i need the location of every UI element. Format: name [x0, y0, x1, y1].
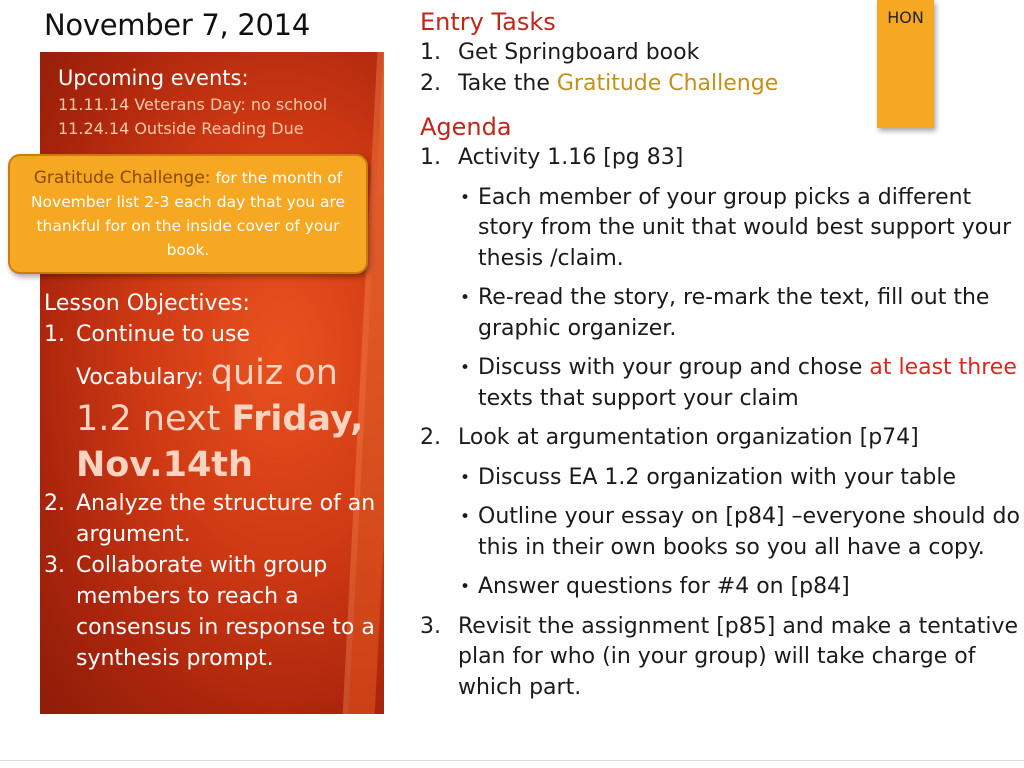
- objective-item: [44, 319, 384, 488]
- objective-text: Collaborate with group members to reach a consensus in response to a synthesis prompt.: [76, 553, 375, 671]
- agenda-heading: Agenda: [420, 113, 512, 141]
- agenda-bullet-text: Re-read the story, re-mark the text, fill out the graphic organizer.: [478, 285, 990, 341]
- agenda-bullet: [420, 283, 1020, 344]
- entry-task-number: 2.: [420, 70, 441, 96]
- gratitude-challenge-link[interactable]: Gratitude Challenge: [556, 70, 779, 96]
- agenda-bullet-text: Answer questions for #4 on [p84]: [478, 574, 850, 599]
- entry-task-text: Take the: [458, 70, 557, 96]
- agenda-bullet-text: texts that support your claim: [478, 385, 799, 411]
- callout-title: Gratitude Challenge:: [33, 168, 211, 188]
- agenda-text: Activity 1.16 [pg 83]: [458, 145, 684, 170]
- agenda-text: Look at argumentation organization [p74]: [458, 425, 919, 450]
- bullet-icon: •: [460, 358, 471, 378]
- objective-item: [44, 488, 384, 550]
- objective-number: 1.: [44, 322, 65, 347]
- gratitude-challenge-callout: [8, 154, 368, 274]
- upcoming-events: [58, 66, 327, 141]
- event-item: 11.11.14 Veterans Day: no school: [58, 95, 328, 114]
- objective-item: [44, 550, 384, 674]
- agenda-bullet-text: Discuss EA 1.2 organization with your table: [478, 464, 957, 490]
- agenda-bullet: [420, 353, 1020, 414]
- objective-quiz-date: Friday, Nov.14th: [76, 399, 364, 485]
- agenda-bullet: [420, 183, 1020, 275]
- highlight-text: at least three: [869, 355, 1017, 380]
- hon-tag: HON: [877, 0, 934, 128]
- agenda-bullet: [420, 502, 1020, 563]
- agenda-bullet-text: Each member of your group picks a different story from the unit that would best support your thesis /claim.: [478, 184, 1012, 271]
- objective-text-vocab: Vocabulary:: [76, 365, 211, 390]
- entry-tasks-heading: Entry Tasks: [420, 8, 556, 36]
- agenda-item: [420, 612, 1020, 704]
- upcoming-events-heading: Upcoming events:: [58, 66, 249, 90]
- bullet-icon: •: [460, 507, 471, 527]
- page-date: November 7, 2014: [44, 8, 310, 42]
- agenda-number: 2.: [420, 425, 441, 450]
- agenda-bullet-text: Discuss with your group and chose: [478, 355, 870, 380]
- bottom-divider: [0, 760, 1024, 761]
- bullet-icon: •: [460, 467, 471, 488]
- entry-task-number: 1.: [420, 40, 441, 65]
- objective-quiz-text: quiz on 1.2 next: [76, 353, 338, 439]
- objective-number: 2.: [44, 491, 65, 516]
- agenda-bullet: [420, 463, 1020, 494]
- agenda-number: 1.: [420, 145, 441, 170]
- bullet-icon: •: [460, 577, 471, 597]
- agenda-number: 3.: [420, 613, 441, 639]
- entry-task-text: Get Springboard book: [458, 40, 700, 65]
- agenda-text: Revisit the assignment [p85] and make a tentative plan for who (in your group) will take charge of which part.: [458, 613, 1019, 700]
- objective-number: 3.: [44, 553, 65, 578]
- agenda-bullet-text: Outline your essay on [p84] –everyone should do this in their own books so you all have a copy.: [478, 504, 1020, 560]
- objectives-heading: Lesson Objectives:: [44, 291, 250, 316]
- agenda-item: [420, 143, 1020, 174]
- lesson-objectives: [44, 288, 384, 674]
- bullet-icon: •: [460, 187, 471, 208]
- bullet-icon: •: [460, 288, 471, 308]
- objective-text: Analyze the structure of an argument.: [76, 491, 376, 547]
- agenda-item: [420, 423, 1020, 454]
- event-item: 11.24.14 Outside Reading Due: [58, 119, 304, 138]
- objective-text: Continue to use: [76, 322, 250, 347]
- agenda-bullet: [420, 572, 1020, 603]
- callout-body: for the month of November list 2-3 each day that you are thankful for on the inside cover of your book.: [30, 169, 346, 259]
